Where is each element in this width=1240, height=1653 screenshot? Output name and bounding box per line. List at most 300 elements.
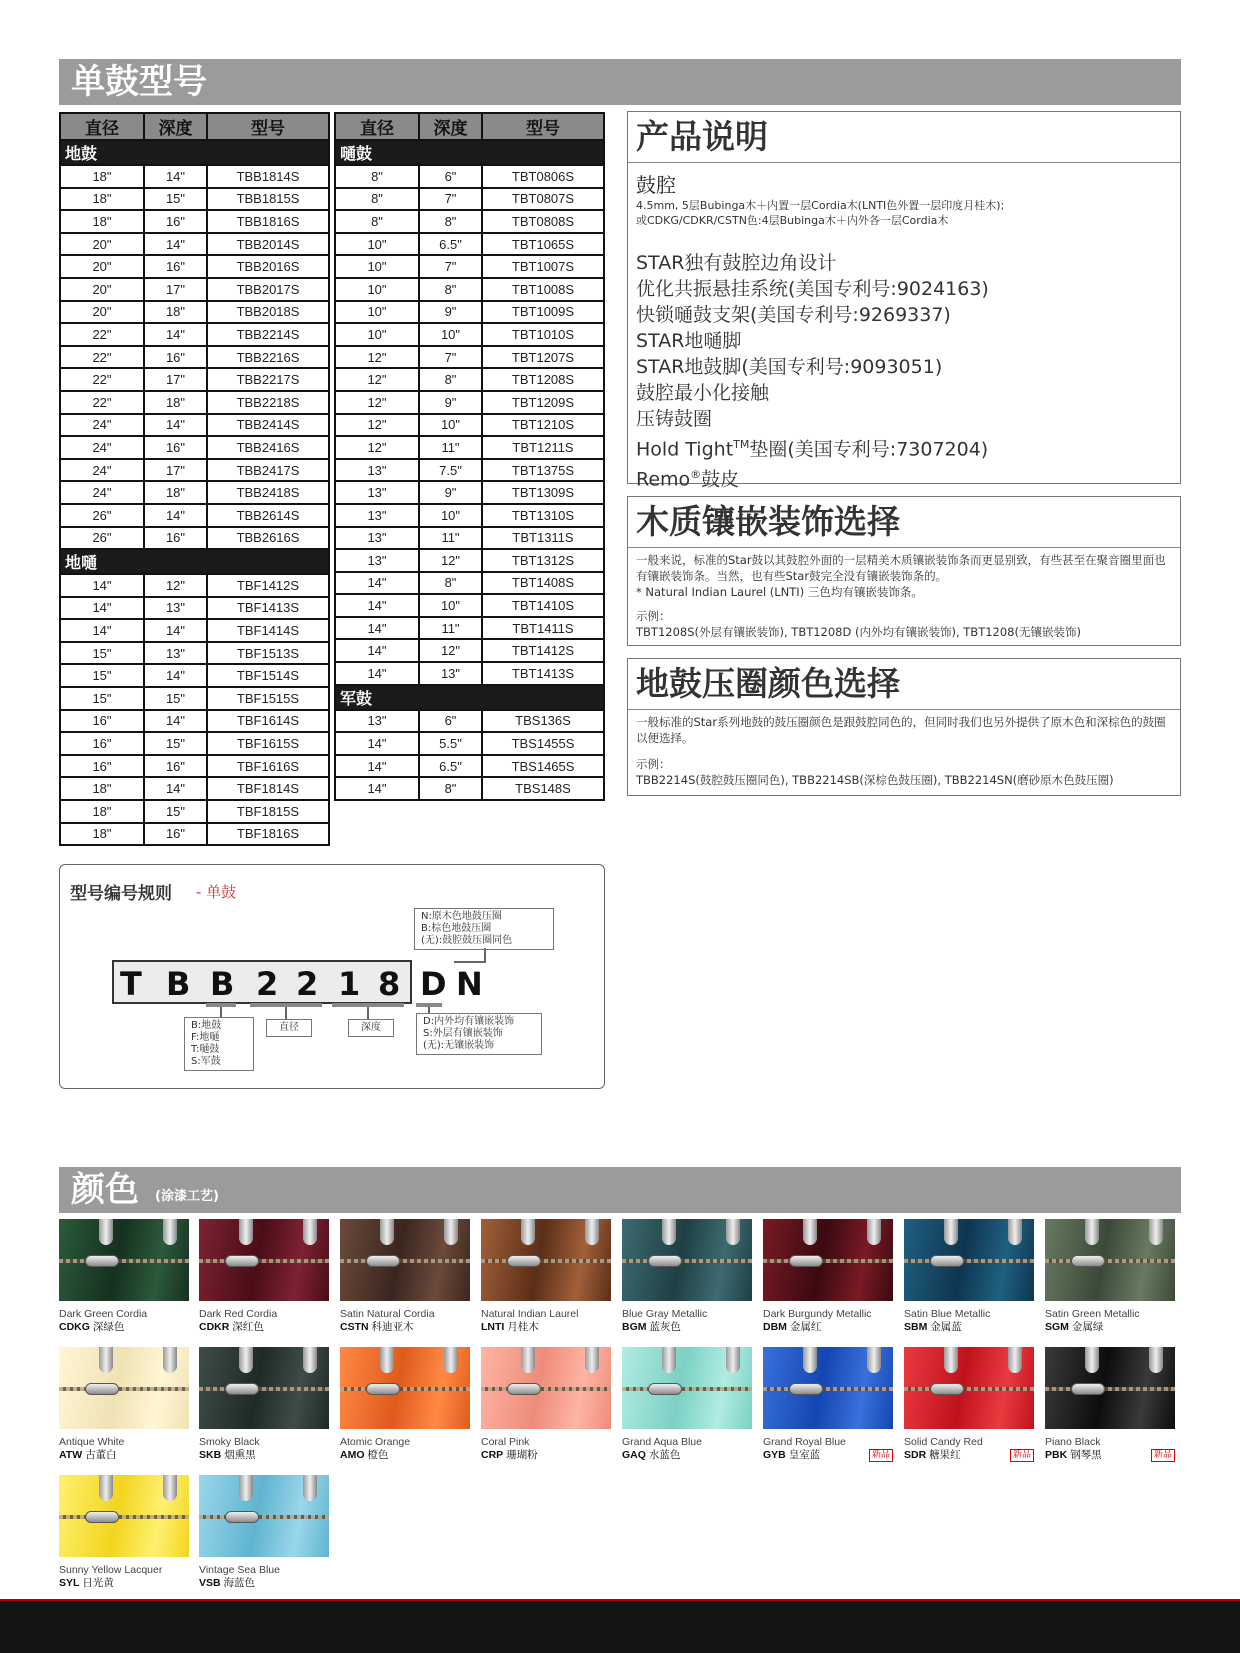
code-char: D bbox=[420, 965, 447, 1003]
cell-model: TBT1375S bbox=[482, 459, 604, 482]
cell-model: TBF1514S bbox=[207, 664, 329, 687]
feature-item: 压铸鼓圈 bbox=[636, 408, 713, 430]
cell-model: TBT1207S bbox=[482, 346, 604, 369]
color-swatch bbox=[59, 1475, 189, 1590]
color-swatch bbox=[1045, 1347, 1175, 1462]
table-row bbox=[60, 710, 329, 733]
cell-diameter: 14" bbox=[335, 662, 419, 685]
table-row bbox=[335, 459, 604, 482]
cell-model: TBB2018S bbox=[207, 301, 329, 324]
cell-depth: 18" bbox=[144, 391, 207, 414]
inlay-title: 木质镶嵌装饰选择 bbox=[628, 497, 1180, 548]
code-char: 8 bbox=[378, 965, 401, 1003]
cell-diameter: 10" bbox=[335, 301, 419, 324]
cell-depth: 16" bbox=[144, 527, 207, 550]
table-row bbox=[335, 639, 604, 662]
color-swatch bbox=[340, 1219, 470, 1334]
cell-diameter: 10" bbox=[335, 233, 419, 256]
color-name-en: Blue Gray Metallic bbox=[622, 1308, 708, 1320]
cell-diameter: 12" bbox=[335, 391, 419, 414]
col-depth: 深度 bbox=[419, 113, 482, 140]
color-swatch bbox=[481, 1347, 611, 1462]
color-code: LNTI 月桂木 bbox=[481, 1321, 539, 1333]
cell-depth: 16" bbox=[144, 255, 207, 278]
color-swatch bbox=[199, 1219, 329, 1334]
cell-model: TBB2218S bbox=[207, 391, 329, 414]
group-label: 嗵鼓 bbox=[335, 140, 604, 165]
color-sample-image bbox=[199, 1347, 329, 1429]
cell-model: TBF1615S bbox=[207, 732, 329, 755]
table-row bbox=[60, 459, 329, 482]
cell-depth: 14" bbox=[144, 414, 207, 437]
table-row bbox=[60, 527, 329, 550]
cell-depth: 17" bbox=[144, 368, 207, 391]
table-row bbox=[60, 278, 329, 301]
color-sample-image bbox=[1045, 1347, 1175, 1429]
cell-model: TBF1616S bbox=[207, 755, 329, 778]
cell-model: TBS136S bbox=[482, 710, 604, 733]
cell-model: TBF1814S bbox=[207, 777, 329, 800]
cell-depth: 9" bbox=[419, 481, 482, 504]
cell-depth: 6.5" bbox=[419, 755, 482, 778]
inlay-body: 一般来说，标准的Star鼓以其鼓腔外面的一层精美木质镶嵌装饰条而更显别致，有些甚至在聚音圈里面也有镶嵌装饰条。当然，也有些Star鼓完全没有镶嵌装饰条的。 bbox=[636, 553, 1166, 583]
cell-depth: 16" bbox=[144, 436, 207, 459]
code-char: T bbox=[120, 965, 142, 1003]
table-row bbox=[335, 391, 604, 414]
table-row bbox=[60, 755, 329, 778]
cell-diameter: 14" bbox=[60, 597, 144, 620]
cell-diameter: 16" bbox=[60, 710, 144, 733]
cell-depth: 16" bbox=[144, 210, 207, 233]
color-name-en: Dark Red Cordia bbox=[199, 1308, 278, 1320]
table-row bbox=[335, 481, 604, 504]
code-char: 2 bbox=[296, 965, 319, 1003]
cell-diameter: 10" bbox=[335, 323, 419, 346]
table-row bbox=[60, 414, 329, 437]
table-row bbox=[60, 301, 329, 324]
table-row bbox=[60, 597, 329, 620]
colors-title: 颜色 bbox=[71, 1170, 139, 1210]
color-code: GAQ 水蓝色 bbox=[622, 1449, 681, 1461]
group-label: 地嗵 bbox=[60, 549, 329, 574]
code-char: B bbox=[210, 965, 235, 1003]
single-drums-title: 单鼓型号 bbox=[71, 62, 207, 102]
cell-model: TBF1816S bbox=[207, 823, 329, 846]
cell-diameter: 18" bbox=[60, 210, 144, 233]
group-label: 地鼓 bbox=[60, 140, 329, 165]
cell-diameter: 12" bbox=[335, 436, 419, 459]
cell-model: TBB2017S bbox=[207, 278, 329, 301]
cell-depth: 16" bbox=[144, 823, 207, 846]
color-code: SBM 金属蓝 bbox=[904, 1321, 962, 1333]
color-name-en: Sunny Yellow Lacquer bbox=[59, 1564, 163, 1576]
cell-depth: 10" bbox=[419, 504, 482, 527]
color-sample-image bbox=[763, 1347, 893, 1429]
table-row bbox=[335, 346, 604, 369]
feature-remo: Remo®鼓皮 bbox=[636, 468, 740, 491]
cell-depth: 14" bbox=[144, 777, 207, 800]
cell-diameter: 16" bbox=[60, 732, 144, 755]
color-name-en: Satin Natural Cordia bbox=[340, 1308, 435, 1320]
cell-diameter: 24" bbox=[60, 414, 144, 437]
color-sample-image bbox=[199, 1219, 329, 1301]
cell-depth: 6" bbox=[419, 165, 482, 188]
color-code: CDKG 深绿色 bbox=[59, 1321, 125, 1333]
cell-model: TBT1412S bbox=[482, 639, 604, 662]
color-sample-image bbox=[481, 1347, 611, 1429]
rule-subtitle: - 单鼓 bbox=[196, 883, 237, 901]
cell-model: TBF1815S bbox=[207, 800, 329, 823]
cell-depth: 11" bbox=[419, 617, 482, 640]
table-row bbox=[60, 255, 329, 278]
cell-model: TBT1208S bbox=[482, 368, 604, 391]
cell-model: TBT1413S bbox=[482, 662, 604, 685]
cell-model: TBT1408S bbox=[482, 572, 604, 595]
table-row bbox=[335, 436, 604, 459]
shell-spec-2: 或CDKG/CDKR/CSTN色:4层Bubinga木＋内外各一层Cordia木 bbox=[636, 214, 949, 227]
cell-depth: 17" bbox=[144, 278, 207, 301]
depth-label: 深度 bbox=[348, 1019, 394, 1037]
cell-depth: 6" bbox=[419, 710, 482, 733]
feature-item: 优化共振悬挂系统(美国专利号:9024163) bbox=[636, 278, 989, 300]
color-code: SKB 烟熏黑 bbox=[199, 1449, 256, 1461]
table-row bbox=[60, 574, 329, 597]
code-char: N bbox=[456, 965, 483, 1003]
table-row bbox=[335, 255, 604, 278]
cell-depth: 12" bbox=[419, 639, 482, 662]
cell-model: TBF1413S bbox=[207, 597, 329, 620]
table-row bbox=[335, 414, 604, 437]
table-row bbox=[335, 662, 604, 685]
table-row bbox=[335, 188, 604, 211]
cell-depth: 5.5" bbox=[419, 732, 482, 755]
table-row bbox=[335, 301, 604, 324]
color-code: CRP 珊瑚粉 bbox=[481, 1449, 538, 1461]
color-swatch bbox=[904, 1347, 1034, 1462]
model-number-rule bbox=[59, 864, 605, 1089]
cell-depth: 15" bbox=[144, 732, 207, 755]
color-sample-image bbox=[59, 1219, 189, 1301]
cell-depth: 16" bbox=[144, 346, 207, 369]
color-sample-image bbox=[340, 1347, 470, 1429]
cell-depth: 8" bbox=[419, 278, 482, 301]
cell-model: TBB2217S bbox=[207, 368, 329, 391]
bass-floor-tom-table bbox=[59, 112, 330, 846]
table-row bbox=[60, 687, 329, 710]
cell-depth: 8" bbox=[419, 572, 482, 595]
color-name-en: Solid Candy Red bbox=[904, 1436, 983, 1448]
color-swatch bbox=[199, 1347, 329, 1462]
color-swatch bbox=[622, 1347, 752, 1462]
cell-depth: 11" bbox=[419, 527, 482, 550]
color-code: ATW 古董白 bbox=[59, 1449, 117, 1461]
colors-subtitle: (涂漆工艺) bbox=[155, 1189, 219, 1204]
cell-depth: 12" bbox=[144, 574, 207, 597]
cell-diameter: 26" bbox=[60, 504, 144, 527]
cell-diameter: 22" bbox=[60, 391, 144, 414]
cell-model: TBT1411S bbox=[482, 617, 604, 640]
cell-model: TBB1816S bbox=[207, 210, 329, 233]
cell-diameter: 18" bbox=[60, 823, 144, 846]
diameter-label: 直径 bbox=[266, 1019, 312, 1037]
color-swatch bbox=[59, 1347, 189, 1462]
cell-diameter: 15" bbox=[60, 664, 144, 687]
table-row bbox=[335, 549, 604, 572]
table-row bbox=[60, 368, 329, 391]
cell-diameter: 18" bbox=[60, 777, 144, 800]
cell-depth: 10" bbox=[419, 414, 482, 437]
cell-diameter: 12" bbox=[335, 346, 419, 369]
col-diameter: 直径 bbox=[60, 113, 144, 140]
cell-model: TBT1008S bbox=[482, 278, 604, 301]
product-description-box bbox=[627, 111, 1181, 491]
cell-diameter: 14" bbox=[335, 732, 419, 755]
cell-model: TBB1815S bbox=[207, 188, 329, 211]
cell-diameter: 14" bbox=[335, 617, 419, 640]
colors-header bbox=[59, 1167, 1181, 1213]
cell-diameter: 14" bbox=[335, 594, 419, 617]
cell-depth: 18" bbox=[144, 481, 207, 504]
cell-model: TBB2216S bbox=[207, 346, 329, 369]
cell-diameter: 13" bbox=[335, 459, 419, 482]
cell-depth: 8" bbox=[419, 368, 482, 391]
connector bbox=[285, 1007, 287, 1019]
color-swatch bbox=[763, 1219, 893, 1334]
cell-diameter: 13" bbox=[335, 710, 419, 733]
cell-diameter: 24" bbox=[60, 459, 144, 482]
cell-depth: 15" bbox=[144, 188, 207, 211]
cell-model: TBT0806S bbox=[482, 165, 604, 188]
cell-diameter: 20" bbox=[60, 301, 144, 324]
color-sample-image bbox=[59, 1475, 189, 1557]
hoop-title: 地鼓压圈颜色选择 bbox=[628, 659, 1180, 710]
table-row bbox=[335, 755, 604, 778]
feature-item: STAR地鼓脚(美国专利号:9093051) bbox=[636, 356, 943, 378]
type-code-label: B:地鼓 F:地嗵 T:嗵鼓 S:军鼓 bbox=[184, 1017, 254, 1071]
color-sample-image bbox=[622, 1219, 752, 1301]
color-name-en: Antique White bbox=[59, 1436, 125, 1448]
color-code: CDKR 深红色 bbox=[199, 1321, 264, 1333]
table-row bbox=[335, 732, 604, 755]
code-char: 1 bbox=[338, 965, 361, 1003]
color-sample-image bbox=[1045, 1219, 1175, 1301]
cell-diameter: 18" bbox=[60, 800, 144, 823]
cell-model: TBT1209S bbox=[482, 391, 604, 414]
color-sample-image bbox=[904, 1347, 1034, 1429]
inlay-code-label: D:内外均有镶嵌装饰 S:外层有镶嵌装饰 (无):无镶嵌装饰 bbox=[416, 1013, 542, 1055]
table-row bbox=[60, 391, 329, 414]
cell-diameter: 22" bbox=[60, 323, 144, 346]
table-row bbox=[60, 504, 329, 527]
cell-depth: 18" bbox=[144, 301, 207, 324]
cell-diameter: 13" bbox=[335, 504, 419, 527]
cell-depth: 11" bbox=[419, 436, 482, 459]
color-sample-image bbox=[59, 1347, 189, 1429]
cell-depth: 16" bbox=[144, 755, 207, 778]
cell-diameter: 15" bbox=[60, 687, 144, 710]
table-row bbox=[335, 210, 604, 233]
cell-diameter: 14" bbox=[335, 639, 419, 662]
cell-depth: 7" bbox=[419, 346, 482, 369]
cell-diameter: 13" bbox=[335, 527, 419, 550]
cell-depth: 14" bbox=[144, 619, 207, 642]
color-swatch bbox=[199, 1475, 329, 1590]
new-badge: 新品 bbox=[869, 1449, 893, 1462]
cell-diameter: 8" bbox=[335, 210, 419, 233]
cell-depth: 13" bbox=[144, 597, 207, 620]
cell-model: TBB2014S bbox=[207, 233, 329, 256]
product-title: 产品说明 bbox=[628, 112, 1180, 163]
color-code: AMO 橙色 bbox=[340, 1449, 389, 1461]
table-row bbox=[60, 323, 329, 346]
table-row bbox=[60, 823, 329, 846]
cell-depth: 7.5" bbox=[419, 459, 482, 482]
cell-diameter: 22" bbox=[60, 368, 144, 391]
cell-depth: 10" bbox=[419, 594, 482, 617]
hoop-body: 一般标准的Star系列地鼓的鼓压圈颜色是跟鼓腔同色的，但同时我们也另外提供了原木色和深棕色的鼓圈以便选择。 bbox=[636, 715, 1166, 745]
col-depth: 深度 bbox=[144, 113, 207, 140]
cell-depth: 13" bbox=[419, 662, 482, 685]
cell-diameter: 8" bbox=[335, 188, 419, 211]
cell-depth: 8" bbox=[419, 777, 482, 800]
rule-title: 型号编号规则 bbox=[70, 884, 172, 904]
cell-model: TBS1465S bbox=[482, 755, 604, 778]
cell-model: TBT1410S bbox=[482, 594, 604, 617]
color-sample-image bbox=[199, 1475, 329, 1557]
connector bbox=[367, 1007, 369, 1019]
table-row bbox=[335, 777, 604, 800]
table-row bbox=[60, 346, 329, 369]
cell-depth: 7" bbox=[419, 188, 482, 211]
table-row bbox=[60, 777, 329, 800]
table-row bbox=[60, 481, 329, 504]
color-name-en: Atomic Orange bbox=[340, 1436, 411, 1448]
cell-model: TBT1311S bbox=[482, 527, 604, 550]
cell-model: TBB2418S bbox=[207, 481, 329, 504]
color-code: DBM 金属红 bbox=[763, 1321, 822, 1333]
feature-item: STAR地嗵脚 bbox=[636, 330, 742, 352]
cell-depth: 17" bbox=[144, 459, 207, 482]
inlay-note: * Natural Indian Laurel (LNTI) 三色均有镶嵌装饰条。 bbox=[636, 585, 923, 599]
cell-model: TBB2214S bbox=[207, 323, 329, 346]
table-row bbox=[335, 323, 604, 346]
cell-model: TBB2416S bbox=[207, 436, 329, 459]
color-sample-image bbox=[622, 1347, 752, 1429]
cell-diameter: 20" bbox=[60, 278, 144, 301]
color-swatch bbox=[622, 1219, 752, 1334]
cell-diameter: 20" bbox=[60, 233, 144, 256]
feature-holdtight: Hold Tight™垫圈(美国专利号:7307204) bbox=[636, 438, 989, 461]
cell-model: TBF1412S bbox=[207, 574, 329, 597]
cell-diameter: 24" bbox=[60, 436, 144, 459]
cell-diameter: 13" bbox=[335, 481, 419, 504]
table-row bbox=[60, 233, 329, 256]
color-name-en: Coral Pink bbox=[481, 1436, 530, 1448]
table-row bbox=[60, 642, 329, 665]
feature-item: STAR独有鼓腔边角设计 bbox=[636, 252, 837, 274]
new-badge: 新品 bbox=[1010, 1449, 1034, 1462]
connector bbox=[484, 948, 486, 962]
table-row bbox=[60, 188, 329, 211]
color-code: PBK 钢琴黑 bbox=[1045, 1449, 1102, 1461]
color-code: VSB 海蓝色 bbox=[199, 1577, 256, 1589]
cell-depth: 15" bbox=[144, 687, 207, 710]
hoop-code-label: N:原木色地鼓压圈 B:棕色地鼓压圈 (无):鼓腔鼓压圈同色 bbox=[414, 908, 554, 950]
color-swatch bbox=[1045, 1219, 1175, 1334]
cell-depth: 14" bbox=[144, 233, 207, 256]
color-swatch bbox=[904, 1219, 1034, 1334]
cell-depth: 10" bbox=[419, 323, 482, 346]
feature-item: 鼓腔最小化接触 bbox=[636, 382, 770, 404]
table-row bbox=[335, 527, 604, 550]
table-row bbox=[335, 617, 604, 640]
cell-depth: 13" bbox=[144, 642, 207, 665]
col-model: 型号 bbox=[207, 113, 329, 140]
inlay-example: TBT1208S(外层有镶嵌装饰), TBT1208D (内外均有镶嵌装饰), TBT1208(无镶嵌装饰) bbox=[636, 625, 1081, 639]
cell-model: TBF1614S bbox=[207, 710, 329, 733]
cell-diameter: 12" bbox=[335, 414, 419, 437]
cell-diameter: 18" bbox=[60, 165, 144, 188]
hoop-example: TBB2214S(鼓腔鼓压圈同色), TBB2214SB(深棕色鼓压圈), TBB2214SN(磨砂原木色鼓压圈) bbox=[636, 773, 1114, 787]
color-swatch bbox=[763, 1347, 893, 1462]
cell-model: TBB1814S bbox=[207, 165, 329, 188]
cell-diameter: 10" bbox=[335, 255, 419, 278]
color-name-en: Vintage Sea Blue bbox=[199, 1564, 280, 1576]
cell-depth: 14" bbox=[144, 165, 207, 188]
color-sample-image bbox=[340, 1219, 470, 1301]
color-name-en: Natural Indian Laurel bbox=[481, 1308, 579, 1320]
color-name-en: Smoky Black bbox=[199, 1436, 260, 1448]
cell-diameter: 14" bbox=[60, 619, 144, 642]
cell-model: TBT0807S bbox=[482, 188, 604, 211]
color-code: SGM 金属绿 bbox=[1045, 1321, 1104, 1333]
table-row bbox=[60, 210, 329, 233]
cell-diameter: 10" bbox=[335, 278, 419, 301]
cell-model: TBB2414S bbox=[207, 414, 329, 437]
cell-depth: 14" bbox=[144, 504, 207, 527]
cell-model: TBF1515S bbox=[207, 687, 329, 710]
table-row bbox=[60, 800, 329, 823]
cell-model: TBF1513S bbox=[207, 642, 329, 665]
color-name-en: Grand Aqua Blue bbox=[622, 1436, 702, 1448]
cell-diameter: 14" bbox=[335, 755, 419, 778]
cell-depth: 9" bbox=[419, 391, 482, 414]
cell-model: TBB2417S bbox=[207, 459, 329, 482]
single-drums-header bbox=[59, 59, 1181, 105]
color-name-en: Grand Royal Blue bbox=[763, 1436, 846, 1448]
color-code: CSTN 科迪亚木 bbox=[340, 1321, 414, 1333]
cell-diameter: 18" bbox=[60, 188, 144, 211]
cell-model: TBT1312S bbox=[482, 549, 604, 572]
cell-model: TBT1010S bbox=[482, 323, 604, 346]
table-row bbox=[335, 594, 604, 617]
hoop-color-box bbox=[627, 658, 1181, 796]
hoop-example-label: 示例： bbox=[636, 757, 671, 771]
cell-diameter: 12" bbox=[335, 368, 419, 391]
cell-diameter: 26" bbox=[60, 527, 144, 550]
cell-diameter: 24" bbox=[60, 481, 144, 504]
feature-list bbox=[636, 250, 1172, 432]
color-name-en: Dark Green Cordia bbox=[59, 1308, 148, 1320]
inlay-example-label: 示例： bbox=[636, 609, 671, 623]
table-row bbox=[60, 619, 329, 642]
cell-model: TBT1007S bbox=[482, 255, 604, 278]
color-name-en: Dark Burgundy Metallic bbox=[763, 1308, 872, 1320]
cell-diameter: 16" bbox=[60, 755, 144, 778]
cell-diameter: 14" bbox=[335, 572, 419, 595]
inlay-options-box bbox=[627, 496, 1181, 646]
table-row bbox=[335, 165, 604, 188]
